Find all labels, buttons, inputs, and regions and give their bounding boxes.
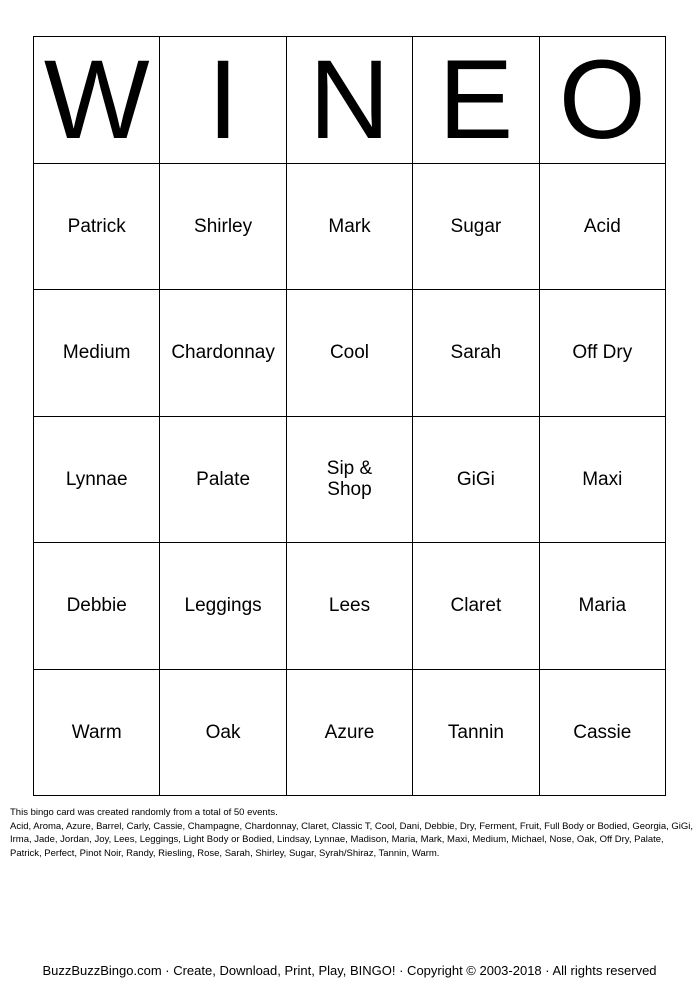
bingo-cell: Cassie	[540, 670, 666, 797]
bingo-cell: Shirley	[160, 164, 286, 291]
bingo-cell: Acid	[540, 164, 666, 291]
bingo-cell: Palate	[160, 417, 286, 544]
footer-copyright: BuzzBuzzBingo.com · Create, Download, Print, Play, BINGO! · Copyright © 2003-2018 · All rights reserved	[42, 963, 657, 978]
header-letter: O	[540, 37, 666, 164]
bingo-cell: Cool	[287, 290, 413, 417]
header-letter: W	[34, 37, 160, 164]
bingo-cell: Medium	[34, 290, 160, 417]
bingo-cell: Lees	[287, 543, 413, 670]
bingo-cell: Claret	[413, 543, 539, 670]
bingo-cell: Mark	[287, 164, 413, 291]
bingo-cell-text: Sip & Shop	[326, 458, 373, 501]
bingo-cell: Sugar	[413, 164, 539, 291]
header-letter: E	[413, 37, 539, 164]
bingo-cell: Maxi	[540, 417, 666, 544]
card-info	[10, 806, 694, 860]
card-info-intro: This bingo card was created randomly from a total of 50 events.	[10, 807, 278, 818]
bingo-cell: Off Dry	[540, 290, 666, 417]
bingo-cell: Leggings	[160, 543, 286, 670]
header-letter: N	[287, 37, 413, 164]
bingo-cell: Sarah	[413, 290, 539, 417]
bingo-cell: Patrick	[34, 164, 160, 291]
bingo-cell: Azure	[287, 670, 413, 797]
card-info-events: Acid, Aroma, Azure, Barrel, Carly, Cassie, Champagne, Chardonnay, Claret, Classic T, Cool, Dani, Debbie, Dry, Ferment, Fruit, Full Body or Bodied, Georgia, GiGi, Irma, Jade, Jordan, Joy, Lees, Leggings, Light Body or Bodied, Lindsay, Lynnae, Madison, Maria, Mark, Maxi, Medium, Michael, Nose, Oak, Off Dry, Palate, Patrick, Perfect, Pinot Noir, Randy, Riesling, Rose, Sarah, Shirley, Sugar, Syrah/Shiraz, Tannin, Warm.	[10, 820, 694, 859]
header-letter: I	[160, 37, 286, 164]
bingo-cell: Chardonnay	[160, 290, 286, 417]
bingo-cell: Tannin	[413, 670, 539, 797]
bingo-cell: Maria	[540, 543, 666, 670]
bingo-cell: Debbie	[34, 543, 160, 670]
bingo-card	[33, 36, 666, 796]
bingo-cell	[287, 417, 413, 544]
bingo-cell: GiGi	[413, 417, 539, 544]
bingo-cell: Lynnae	[34, 417, 160, 544]
bingo-cell: Oak	[160, 670, 286, 797]
bingo-cell: Warm	[34, 670, 160, 797]
